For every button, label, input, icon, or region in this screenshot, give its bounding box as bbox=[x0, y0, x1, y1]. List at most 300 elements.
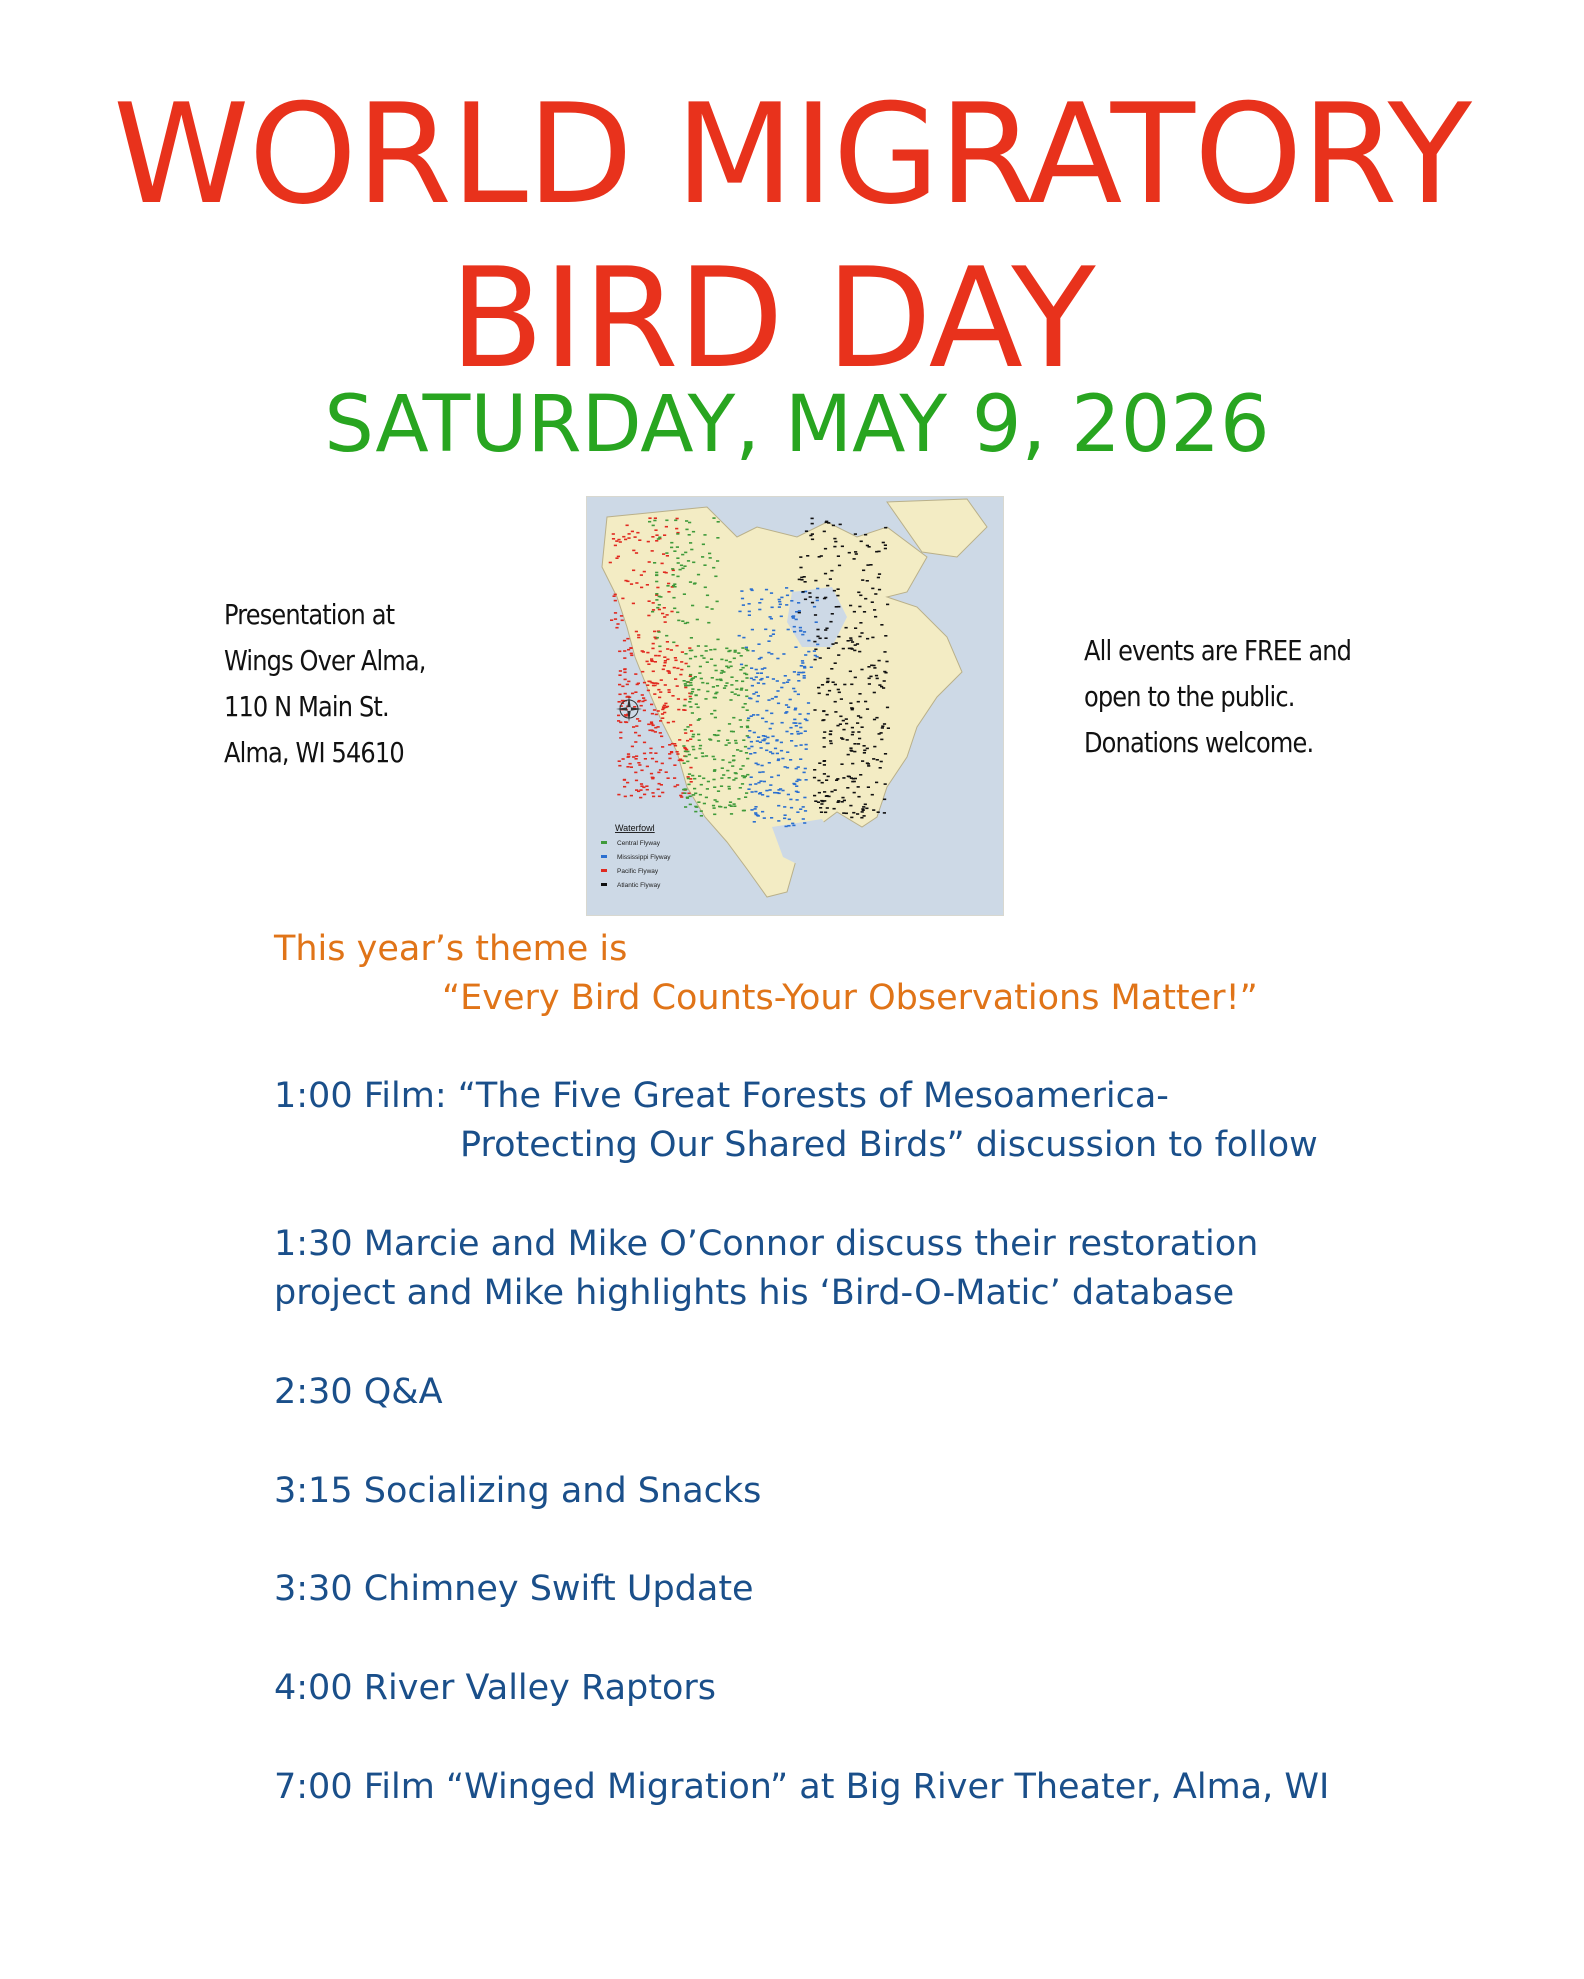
flyway-marker bbox=[848, 776, 851, 778]
flyway-marker bbox=[694, 694, 697, 696]
flyway-marker bbox=[826, 678, 829, 680]
flyway-marker bbox=[821, 684, 824, 686]
flyway-marker bbox=[654, 727, 657, 729]
flyway-marker bbox=[676, 518, 679, 520]
flyway-marker bbox=[814, 649, 817, 651]
flyway-marker bbox=[837, 654, 840, 656]
flyway-map bbox=[586, 496, 1004, 916]
flyway-marker bbox=[818, 693, 821, 695]
flyway-marker bbox=[803, 772, 806, 774]
flyway-marker bbox=[784, 814, 787, 816]
flyway-marker bbox=[689, 738, 692, 740]
flyway-marker bbox=[659, 769, 662, 771]
flyway-marker bbox=[811, 539, 814, 541]
flyway-marker bbox=[745, 792, 748, 794]
flyway-marker bbox=[820, 555, 823, 557]
flyway-marker bbox=[849, 702, 852, 704]
flyway-marker bbox=[627, 681, 630, 683]
flyway-marker bbox=[700, 815, 703, 817]
flyway-marker bbox=[825, 522, 828, 524]
flyway-marker bbox=[750, 809, 753, 811]
flyway-marker bbox=[863, 752, 866, 754]
flyway-marker bbox=[816, 597, 819, 599]
flyway-marker bbox=[650, 660, 653, 662]
flyway-marker bbox=[786, 751, 789, 753]
flyway-marker bbox=[732, 755, 735, 757]
flyway-marker bbox=[659, 651, 662, 653]
flyway-marker bbox=[742, 637, 745, 639]
flyway-marker bbox=[816, 636, 819, 638]
flyway-marker bbox=[883, 671, 886, 673]
flyway-marker bbox=[662, 669, 665, 671]
flyway-marker bbox=[660, 736, 663, 738]
flyway-marker bbox=[746, 650, 749, 652]
flyway-marker bbox=[659, 691, 662, 693]
flyway-marker bbox=[835, 779, 838, 781]
flyway-marker bbox=[666, 659, 669, 661]
flyway-marker bbox=[752, 693, 755, 695]
flyway-marker bbox=[687, 778, 690, 780]
flyway-marker bbox=[730, 684, 733, 686]
event-title-line2: BIRD DAY bbox=[449, 238, 1095, 399]
flyway-marker bbox=[634, 732, 637, 734]
flyway-marker bbox=[690, 679, 693, 681]
flyway-marker bbox=[623, 657, 626, 659]
flyway-marker bbox=[684, 687, 687, 689]
flyway-marker bbox=[711, 608, 714, 610]
flyway-marker bbox=[785, 704, 788, 706]
flyway-marker bbox=[651, 713, 654, 715]
flyway-marker bbox=[760, 678, 763, 680]
flyway-marker bbox=[814, 614, 817, 616]
flyway-marker bbox=[621, 700, 624, 702]
flyway-marker bbox=[745, 696, 748, 698]
flyway-marker bbox=[823, 800, 826, 802]
flyway-marker bbox=[715, 735, 718, 737]
flyway-marker bbox=[646, 652, 649, 654]
flyway-marker bbox=[689, 698, 692, 700]
flyway-marker bbox=[637, 762, 640, 764]
flyway-marker bbox=[848, 552, 851, 554]
flyway-marker bbox=[770, 776, 773, 778]
flyway-marker bbox=[754, 812, 757, 814]
flyway-marker bbox=[761, 765, 764, 767]
theme-intro: This year’s theme is bbox=[274, 929, 628, 969]
flyway-marker bbox=[762, 683, 765, 685]
flyway-marker bbox=[837, 800, 840, 802]
flyway-marker bbox=[734, 650, 737, 652]
flyway-marker bbox=[728, 804, 731, 806]
flyway-marker bbox=[825, 714, 828, 716]
flyway-marker bbox=[825, 628, 828, 630]
flyway-marker bbox=[676, 576, 679, 578]
flyway-marker bbox=[826, 681, 829, 683]
flyway-marker bbox=[668, 691, 671, 693]
flyway-marker bbox=[667, 722, 670, 724]
flyway-marker bbox=[859, 717, 862, 719]
flyway-marker bbox=[803, 797, 806, 799]
flyway-marker bbox=[767, 743, 770, 745]
flyway-marker bbox=[758, 609, 761, 611]
flyway-marker bbox=[619, 737, 622, 739]
schedule-item-2: 1:30 Marcie and Mike O’Connor discuss their restoration bbox=[274, 1224, 1259, 1264]
flyway-marker bbox=[729, 699, 732, 701]
flyway-marker bbox=[834, 701, 837, 703]
flyway-marker bbox=[759, 741, 762, 743]
flyway-marker bbox=[785, 604, 788, 606]
flyway-marker bbox=[802, 806, 805, 808]
flyway-marker bbox=[829, 740, 832, 742]
flyway-marker bbox=[797, 680, 800, 682]
flyway-marker bbox=[734, 778, 737, 780]
flyway-marker bbox=[704, 587, 707, 589]
flyway-marker bbox=[805, 530, 808, 532]
flyway-marker bbox=[650, 773, 653, 775]
flyway-marker bbox=[804, 730, 807, 732]
flyway-marker bbox=[657, 789, 660, 791]
flyway-marker bbox=[701, 682, 704, 684]
flyway-marker bbox=[877, 811, 880, 813]
flyway-marker bbox=[650, 658, 653, 660]
flyway-marker bbox=[683, 593, 686, 595]
flyway-marker bbox=[691, 688, 694, 690]
flyway-marker bbox=[860, 541, 863, 543]
flyway-marker bbox=[884, 544, 887, 546]
flyway-marker bbox=[713, 786, 716, 788]
flyway-marker bbox=[685, 529, 688, 531]
flyway-marker bbox=[873, 746, 876, 748]
flyway-marker bbox=[692, 746, 695, 748]
flyway-marker bbox=[813, 650, 816, 652]
flyway-marker bbox=[857, 796, 860, 798]
flyway-marker bbox=[845, 723, 848, 725]
flyway-marker bbox=[754, 808, 757, 810]
flyway-marker bbox=[708, 553, 711, 555]
flyway-marker bbox=[663, 656, 666, 658]
flyway-marker bbox=[792, 722, 795, 724]
flyway-marker bbox=[804, 654, 807, 656]
flyway-marker bbox=[831, 613, 834, 615]
flyway-marker bbox=[811, 523, 814, 525]
flyway-marker bbox=[712, 567, 715, 569]
flyway-marker bbox=[783, 818, 786, 820]
flyway-marker bbox=[823, 731, 826, 733]
flyway-marker bbox=[623, 672, 626, 674]
flyway-marker bbox=[765, 790, 768, 792]
flyway-marker bbox=[659, 732, 662, 734]
flyway-marker bbox=[756, 672, 759, 674]
flyway-marker bbox=[659, 596, 662, 598]
flyway-marker bbox=[771, 753, 774, 755]
flyway-marker bbox=[781, 790, 784, 792]
flyway-marker bbox=[689, 581, 692, 583]
flyway-marker bbox=[629, 763, 632, 765]
flyway-marker bbox=[880, 732, 883, 734]
flyway-marker bbox=[651, 792, 654, 794]
flyway-marker bbox=[657, 631, 660, 633]
flyway-marker bbox=[674, 678, 677, 680]
flyway-marker bbox=[789, 799, 792, 801]
flyway-marker bbox=[780, 616, 783, 618]
flyway-marker bbox=[683, 792, 686, 794]
flyway-marker bbox=[854, 627, 857, 629]
flyway-marker bbox=[880, 739, 883, 741]
flyway-marker bbox=[639, 797, 642, 799]
flyway-marker bbox=[741, 598, 744, 600]
flyway-marker bbox=[757, 782, 760, 784]
flyway-marker bbox=[653, 520, 656, 522]
flyway-marker bbox=[674, 786, 677, 788]
flyway-marker bbox=[659, 720, 662, 722]
flyway-marker bbox=[666, 585, 669, 587]
flyway-marker bbox=[853, 751, 856, 753]
flyway-marker bbox=[619, 541, 622, 543]
flyway-marker bbox=[864, 534, 867, 536]
flyway-marker bbox=[792, 825, 795, 827]
flyway-marker bbox=[678, 739, 681, 741]
flyway-marker bbox=[769, 751, 772, 753]
flyway-marker bbox=[871, 588, 874, 590]
flyway-marker bbox=[859, 774, 862, 776]
flyway-marker bbox=[858, 738, 861, 740]
flyway-marker bbox=[757, 736, 760, 738]
flyway-marker bbox=[826, 694, 829, 696]
flyway-marker bbox=[731, 691, 734, 693]
flyway-marker bbox=[740, 664, 743, 666]
flyway-marker bbox=[767, 652, 770, 654]
flyway-marker bbox=[632, 550, 635, 552]
flyway-marker bbox=[689, 767, 692, 769]
flyway-marker bbox=[612, 538, 615, 540]
flyway-marker bbox=[799, 630, 802, 632]
flyway-marker bbox=[816, 588, 819, 590]
flyway-marker bbox=[708, 738, 711, 740]
flyway-marker bbox=[746, 758, 749, 760]
flyway-marker bbox=[867, 765, 870, 767]
flyway-marker bbox=[742, 604, 745, 606]
flyway-marker bbox=[849, 671, 852, 673]
flyway-marker bbox=[857, 715, 860, 717]
flyway-marker bbox=[761, 718, 764, 720]
flyway-marker bbox=[683, 762, 686, 764]
flyway-marker bbox=[709, 557, 712, 559]
flyway-marker bbox=[668, 758, 671, 760]
flyway-marker bbox=[689, 804, 692, 806]
flyway-marker bbox=[689, 696, 692, 698]
flyway-marker bbox=[854, 533, 857, 535]
flyway-marker bbox=[687, 666, 690, 668]
flyway-marker bbox=[630, 766, 633, 768]
flyway-marker bbox=[836, 595, 839, 597]
flyway-marker bbox=[641, 694, 644, 696]
flyway-marker bbox=[858, 693, 861, 695]
flyway-marker bbox=[670, 547, 673, 549]
flyway-marker bbox=[712, 686, 715, 688]
legend-swatch bbox=[601, 869, 607, 872]
flyway-marker bbox=[739, 719, 742, 721]
flyway-marker bbox=[664, 621, 667, 623]
flyway-marker bbox=[651, 758, 654, 760]
flyway-marker bbox=[871, 637, 874, 639]
flyway-marker bbox=[692, 562, 695, 564]
flyway-marker bbox=[640, 587, 643, 589]
flyway-marker bbox=[847, 640, 850, 642]
flyway-marker bbox=[638, 700, 641, 702]
flyway-marker bbox=[774, 696, 777, 698]
flyway-marker bbox=[746, 720, 749, 722]
flyway-marker bbox=[823, 746, 826, 748]
flyway-marker bbox=[867, 666, 870, 668]
flyway-marker bbox=[618, 651, 621, 653]
flyway-marker bbox=[778, 793, 781, 795]
legend-label: Pacific Flyway bbox=[617, 868, 659, 875]
flyway-marker bbox=[633, 706, 636, 708]
flyway-marker bbox=[750, 667, 753, 669]
flyway-marker bbox=[681, 651, 684, 653]
flyway-marker bbox=[713, 649, 716, 651]
flyway-marker bbox=[784, 712, 787, 714]
flyway-marker bbox=[747, 748, 750, 750]
flyway-marker bbox=[873, 609, 876, 611]
flyway-marker bbox=[829, 578, 832, 580]
flyway-marker bbox=[730, 813, 733, 815]
flyway-marker bbox=[839, 524, 842, 526]
flyway-marker bbox=[666, 670, 669, 672]
flyway-marker bbox=[745, 647, 748, 649]
flyway-marker bbox=[640, 574, 643, 576]
flyway-marker bbox=[866, 708, 869, 710]
schedule-item-4: 3:15 Socializing and Snacks bbox=[274, 1471, 762, 1511]
flyway-marker bbox=[799, 758, 802, 760]
flyway-marker bbox=[807, 640, 810, 642]
flyway-marker bbox=[700, 678, 703, 680]
location-block bbox=[224, 592, 426, 776]
flyway-marker bbox=[801, 662, 804, 664]
flyway-marker bbox=[881, 725, 884, 727]
flyway-marker bbox=[632, 726, 635, 728]
flyway-marker bbox=[635, 631, 638, 633]
flyway-marker bbox=[793, 631, 796, 633]
flyway-marker bbox=[673, 583, 676, 585]
flyway-marker bbox=[672, 721, 675, 723]
flyway-marker bbox=[803, 822, 806, 824]
flyway-marker bbox=[630, 655, 633, 657]
flyway-marker bbox=[656, 637, 659, 639]
flyway-marker bbox=[757, 643, 760, 645]
flyway-marker bbox=[751, 685, 754, 687]
flyway-marker bbox=[730, 731, 733, 733]
flyway-marker bbox=[683, 705, 686, 707]
flyway-marker bbox=[841, 801, 844, 803]
flyway-marker bbox=[745, 752, 748, 754]
flyway-marker bbox=[884, 548, 887, 550]
flyway-marker bbox=[834, 541, 837, 543]
legend-title: Waterfowl bbox=[615, 823, 655, 833]
flyway-marker bbox=[658, 796, 661, 798]
flyway-marker bbox=[860, 632, 863, 634]
flyway-marker bbox=[634, 772, 637, 774]
flyway-marker bbox=[763, 781, 766, 783]
flyway-marker bbox=[657, 689, 660, 691]
flyway-marker bbox=[663, 616, 666, 618]
flyway-marker bbox=[651, 550, 654, 552]
flyway-marker bbox=[668, 672, 671, 674]
flyway-marker bbox=[876, 759, 879, 761]
flyway-marker bbox=[807, 713, 810, 715]
flyway-marker bbox=[785, 826, 788, 828]
flyway-marker bbox=[877, 577, 880, 579]
flyway-marker bbox=[797, 602, 800, 604]
flyway-marker bbox=[676, 685, 679, 687]
flyway-marker bbox=[824, 637, 827, 639]
flyway-marker bbox=[811, 602, 814, 604]
flyway-marker bbox=[619, 670, 622, 672]
info-line: open to the public. bbox=[1084, 680, 1295, 713]
flyway-marker bbox=[622, 758, 625, 760]
flyway-marker bbox=[632, 756, 635, 758]
flyway-marker bbox=[756, 701, 759, 703]
flyway-marker bbox=[732, 760, 735, 762]
flyway-marker bbox=[780, 750, 783, 752]
flyway-marker bbox=[702, 544, 705, 546]
flyway-marker bbox=[694, 757, 697, 759]
flyway-marker bbox=[777, 789, 780, 791]
flyway-marker bbox=[641, 701, 644, 703]
flyway-marker bbox=[720, 777, 723, 779]
flyway-marker bbox=[869, 676, 872, 678]
flyway-marker bbox=[621, 598, 624, 600]
flyway-marker bbox=[868, 546, 871, 548]
flyway-marker bbox=[705, 606, 708, 608]
flyway-marker bbox=[836, 725, 839, 727]
flyway-marker bbox=[662, 553, 665, 555]
flyway-marker bbox=[746, 774, 749, 776]
flyway-marker bbox=[655, 572, 658, 574]
flyway-marker bbox=[742, 739, 745, 741]
flyway-marker bbox=[646, 789, 649, 791]
flyway-marker bbox=[621, 686, 624, 688]
flyway-marker bbox=[697, 645, 700, 647]
flyway-marker bbox=[740, 689, 743, 691]
flyway-marker bbox=[809, 535, 812, 537]
flyway-marker bbox=[716, 685, 719, 687]
flyway-marker bbox=[767, 640, 770, 642]
theme-text: “Every Bird Counts-Your Observations Matter!” bbox=[442, 978, 1258, 1018]
flyway-marker bbox=[839, 716, 842, 718]
flyway-marker bbox=[624, 693, 627, 695]
flyway-marker bbox=[706, 661, 709, 663]
flyway-marker bbox=[654, 655, 657, 657]
flyway-marker bbox=[797, 672, 800, 674]
flyway-marker bbox=[617, 539, 620, 541]
flyway-marker bbox=[883, 680, 886, 682]
flyway-marker bbox=[795, 781, 798, 783]
flyway-marker bbox=[813, 795, 816, 797]
flyway-marker bbox=[884, 527, 887, 529]
flyway-marker bbox=[684, 729, 687, 731]
flyway-marker bbox=[823, 531, 826, 533]
flyway-marker bbox=[853, 650, 856, 652]
flyway-marker bbox=[774, 748, 777, 750]
flyway-marker bbox=[825, 795, 828, 797]
flyway-marker bbox=[786, 681, 789, 683]
flyway-marker bbox=[640, 705, 643, 707]
flyway-marker bbox=[740, 655, 743, 657]
flyway-marker bbox=[822, 711, 825, 713]
flyway-marker bbox=[718, 806, 721, 808]
flyway-marker bbox=[667, 777, 670, 779]
flyway-marker bbox=[685, 663, 688, 665]
